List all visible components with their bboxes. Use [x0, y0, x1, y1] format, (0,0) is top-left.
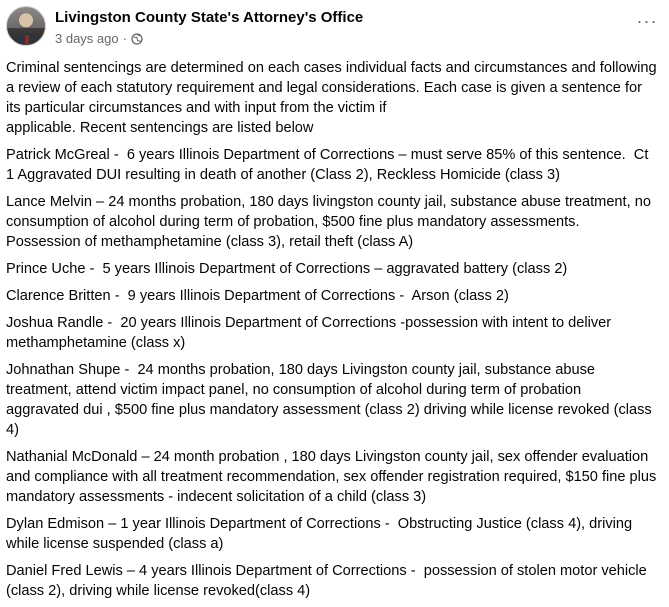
sentencing-entry: Nathanial McDonald – 24 month probation , 180 days Livingston county jail, sex offender evaluation and compliance with all treatment recommendation, sex offender registration required, $150 fine plus mandatory assessments - indecent solicitation of a child (class 3) — [6, 449, 661, 505]
post-meta — [55, 31, 143, 46]
globe-icon[interactable] — [131, 33, 143, 45]
post-body — [6, 58, 661, 607]
sentencing-entry: Clarence Britten - 9 years Illinois Department of Corrections - Arson (class 2) — [6, 288, 509, 304]
post-intro-paragraph: Criminal sentencings are determined on each cases individual facts and circumstances and following a review of each statutory requirement and legal considerations. Each case is given a sentence for its particular circumstances and with input from the victim if applicable. Recent sentencings are listed below — [6, 60, 657, 136]
more-options-button[interactable] — [631, 8, 663, 34]
sentencing-entry: Prince Uche - 5 years Illinois Department of Corrections – aggravated battery (class 2) — [6, 261, 568, 277]
sentencing-entry: Patrick McGreal - 6 years Illinois Department of Corrections – must serve 85% of this sentence. Ct 1 Aggravated DUI resulting in death of another (Class 2), Reckless Homicide (class 3) — [6, 147, 653, 183]
sentencing-entry: Lance Melvin – 24 months probation, 180 days livingston county jail, substance abuse treatment, no consumption of alcohol during term of probation, $500 fine plus mandatory assessments. Possession of methamphetamine (class 3), retail theft (class A) — [6, 194, 656, 250]
meta-separator: · — [122, 31, 127, 46]
sentencing-entry: Daniel Fred Lewis – 4 years Illinois Department of Corrections - possession of stolen motor vehicle (class 2), driving while license revoked(class 4) — [6, 563, 651, 599]
more-options-icon: ··· — [636, 11, 658, 31]
sentencing-entry: Joshua Randle - 20 years Illinois Department of Corrections -possession with intent to deliver methamphetamine (class x) — [6, 315, 616, 351]
avatar-tie — [25, 35, 29, 45]
post-timestamp[interactable]: 3 days ago — [55, 31, 119, 46]
sentencing-entry: Johnathan Shupe - 24 months probation, 180 days Livingston county jail, substance abuse treatment, attend victim impact panel, no consumption of alcohol during term of probation aggravated dui , $500 fine plus mandatory assessment (class 2) driving while license revoked (class 4) — [6, 362, 656, 438]
post-header — [6, 6, 663, 56]
page-name-link[interactable]: Livingston County State's Attorney's Office — [55, 9, 364, 26]
sentencing-entry: Dylan Edmison – 1 year Illinois Department of Corrections - Obstructing Justice (class 4), driving while license suspended (class a) — [6, 516, 637, 552]
page-avatar[interactable] — [6, 6, 46, 46]
